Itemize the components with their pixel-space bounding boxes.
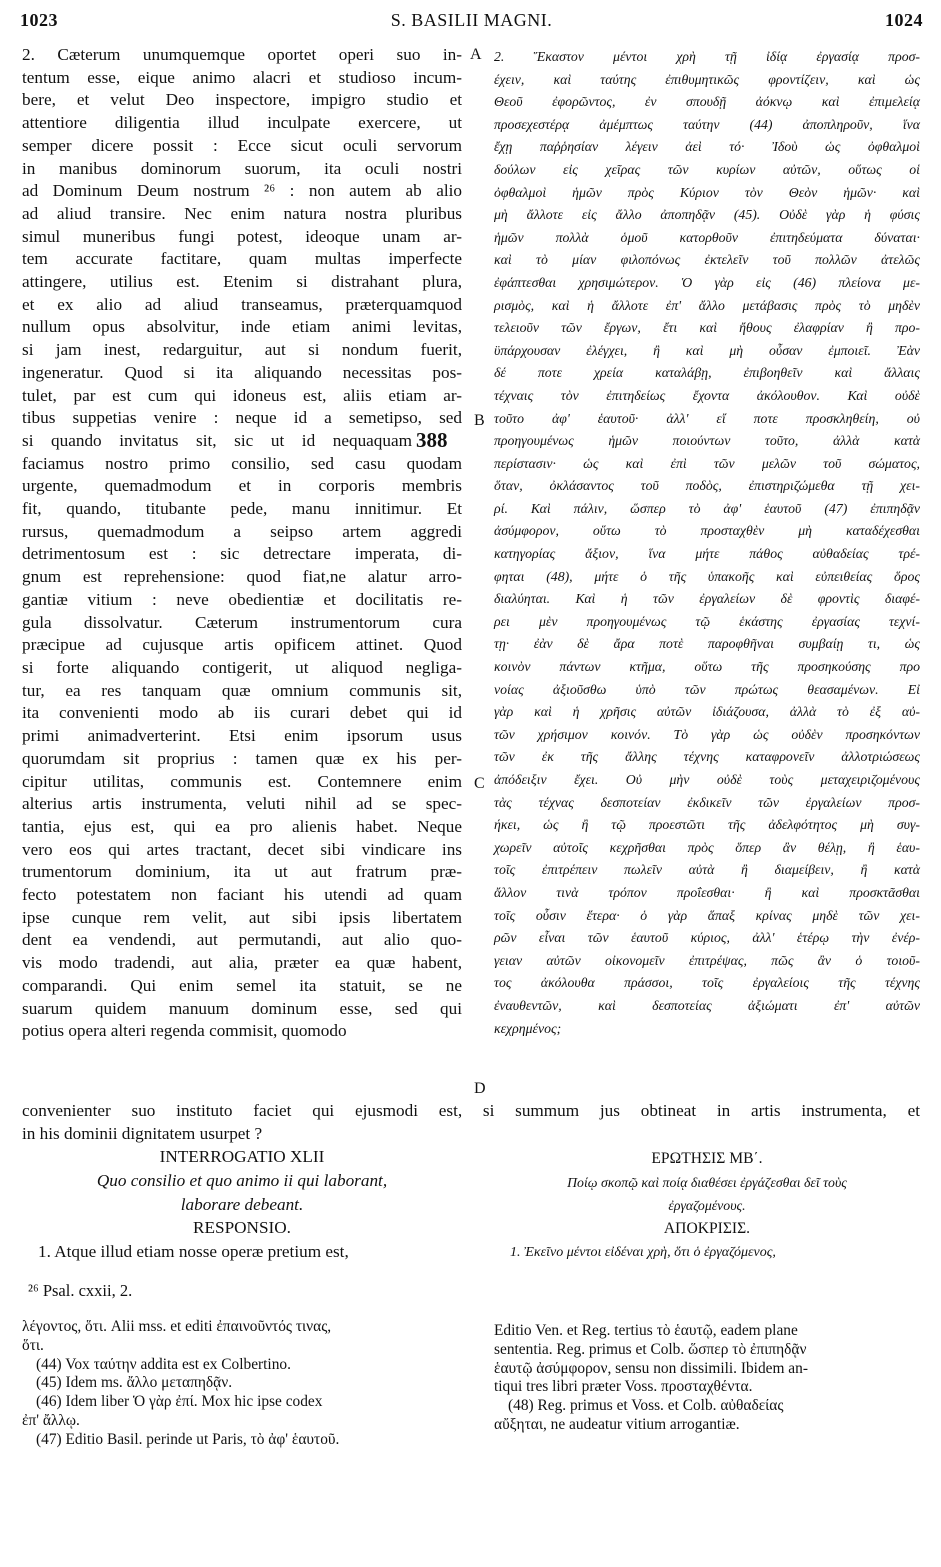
greek-text-line: ἐφάπτεσθαι χρησιμώτερον. Ὁ γὰρ εἰς (46) πλείονα με- [494, 274, 920, 290]
latin-text-line: et ex alio ad aliud transeamus, præterquamquod [22, 294, 462, 314]
latin-text-line: primi animadverterint. Etsi enim ipsorum usus [22, 726, 462, 746]
greek-text-line: τοῦτο ἀφ' ἑαυτοῦ· ἀλλ' εἴ ποτε προσκληθείη, οὐ [494, 410, 920, 426]
greek-column [494, 46, 920, 1040]
latin-text-line: gnum est reprehensione: quod fiat,ne alatur arro- [22, 567, 462, 587]
latin-text-line: tem accurate factitare, quam multas imperfecte [22, 249, 462, 269]
latin-text-line: tantia, ejus est, qui ea pro alienis habet. Neque [22, 816, 462, 836]
page-header [20, 10, 923, 36]
latin-text-line: nullum opus absolvitur, inde etiam animi levitas, [22, 317, 462, 337]
notes-left-column [22, 1318, 472, 1450]
greek-text-line: ὅταν, ὀκλάσαντος τοῦ ποδὸς, ἐπιστηριζώμεθα τῇ χει- [494, 478, 920, 494]
greek-text-line: τῃ· ἐὰν δὲ ἄρα ποτὲ παροφθῆναι συμβαίῃ τι, ὡς [494, 636, 920, 652]
latin-text-line: gula dissolvatur. Cæterum instrumentorum cura [22, 612, 462, 632]
latin-text-line: fit, quando, titubante pede, manu innitimur. Et [22, 499, 462, 519]
greek-text-line: έχειν, καὶ ταύτης ἐπιθυμητικῶς φροντίζειν, καὶ ὡς [494, 71, 920, 87]
interrogatio-question-line-2: laborare debeant. [180, 1195, 304, 1214]
greek-text-line: ρισμὸς, καὶ ἡ ἄλλοτε ἐπ' ἄλλο μετάβασις πρὸς τὸ μηδὲν [494, 297, 920, 313]
greek-text-line: τῶν χρήσιμον κοινόν. Τὸ γὰρ ὡς οὐδὲν προσηκόντων [494, 726, 920, 742]
latin-text-line: suarum quidem manuum dominum esse, sed qui [22, 998, 462, 1018]
critical-note-line: tiqui tres libri præter Voss. προσταχθέντα. [494, 1378, 753, 1396]
latin-text-line: vero eos qui artes tractant, decet sibi vindicare ins [22, 839, 462, 859]
latin-text-line: attentiore diligentia illud inculpate exercere, ut [22, 113, 462, 133]
greek-text-line: τῶν ἐκ τῆς ἄλλης τέχνης καταφρονεῖν ἀλλοτριώσεως [494, 749, 920, 765]
latin-text-line: comparandi. Qui enim semel ita statuit, se ne [22, 975, 462, 995]
latin-text-line: si quando invitatus sit, sic ut id nequaquam [22, 430, 412, 450]
greek-text-line: ἀπόδειξιν ἔχει. Οὐ μὴν οὐδὲ τοὺς μεταχειριζομένους [494, 772, 920, 787]
greek-text-line: κοινὸν πάντων κτῆμα, οὕτω τῆς προσηκούσης προ [494, 659, 920, 675]
interrogatio-question-line-1: Quo consilio et quo animo ii qui laborant, [96, 1171, 388, 1190]
latin-continuation [22, 1100, 920, 1145]
greek-text-line: ρῶν εἶναι τῶν ἑαυτοῦ κύριος, ἀλλ' ἑτέρῳ τὴν ἐνέρ- [494, 930, 920, 946]
latin-text-line: cipitur utilitas, communis est. Contemnere enim [22, 771, 462, 791]
greek-text-line: ἄλλον τινὰ τρόπον προΐεσθαι· ἢ καὶ προσκτᾶσθαι [494, 884, 920, 900]
greek-text-line: προσεχεστέρᾳ ἀμέμπτως ταύτην (44) ἀποπληροῦν, ἵνα [494, 116, 920, 132]
greek-text-line: διαλύηται. Καὶ ἡ τῶν ἐργαλείων δὲ φροντὶς διαφέ- [494, 591, 920, 607]
latin-text-line: ad aliud transire. Nec enim natura nostra pluribus [22, 203, 462, 223]
latin-text-line: rursus, quemadmodum a seipso artem aggredi [22, 521, 462, 541]
critical-note-line: λέγοντος, ὅτι. Alii mss. et editi ἐπαινοῦντός τινας, [22, 1318, 332, 1335]
latin-text-line: ingeneratur. Quod si ita aliquando necessitas pos- [22, 362, 462, 382]
greek-text-line: τος ἀκόλουθα πράσσοι, τοῖς ἐργαλείοις τῆς τέχνης [494, 975, 920, 991]
greek-text-line: περίστασιν· ὡς καὶ ἐπὶ τῶν μελῶν τοῦ σώματος, [494, 455, 920, 471]
greek-text-line: καὶ τὸ μίαν φιλοπόνως ἐκτελεῖν τοῦ πολλῶν ἀτελῶς [494, 252, 920, 268]
margin-page-number: 388 [416, 427, 448, 452]
greek-text-line: τοῖς ἐπιτρέπειν πωλεῖν αὐτὰ ἢ διαμείβειν, ἢ κατὰ [494, 862, 920, 878]
greek-text-line: γειαν αὐτῶν οἰκονομεῖν ἐπιτρέψας, πῶς ἂν ὁ τοιοῦ- [494, 952, 920, 968]
latin-answer-start: 1. Atque illud etiam nosse operæ pretium est, [38, 1242, 349, 1261]
greek-text-line: κατηγορίας ἄξιον, ἵνα μήτε πάθος αὐθαδείας τρέ- [494, 546, 920, 562]
greek-text-line: ὀφθαλμοὶ ἡμῶν πρὸς Κύριον τὸν Θεὸν ἡμῶν· καὶ [494, 184, 920, 200]
critical-note-line: ἐπ' ἄλλῳ. [22, 1411, 80, 1429]
latin-text-line: tibus suppetias venire : neque id a semetipso, sed [22, 408, 462, 428]
greek-text-line: ϋπάρχουσαν ἐλέγχει, ἢ καὶ μὴ οὖσαν ἐμποιεῖ. Ἐὰν [494, 342, 920, 358]
greek-text-line: ρει μὲν προηγουμένως τῷ ἑκάστης ἐργασίας τεχνί- [494, 613, 920, 629]
greek-answer-start: 1. Ἐκεῖνο μέντοι εἰδέναι χρὴ, ὅτι ὁ ἐργαζόμενος, [510, 1245, 776, 1260]
left-page-number: 1023 [20, 10, 58, 30]
latin-text-line: si forte aliquando contigerit, ut aliquod negliga- [22, 657, 462, 677]
latin-text-line: dent ea vendendi, aut permutandi, aut alio quo- [22, 930, 462, 950]
interrogatio-heading: INTERROGATIO XLII [159, 1147, 325, 1166]
latin-continuation-line: in his dominii dignitatem usurpet ? [22, 1123, 263, 1143]
notes-right-column [494, 1322, 922, 1435]
critical-note-line: ἑαυτῷ ἀσύμφορον, sensu non dissimili. Ibidem an- [494, 1359, 808, 1377]
erotesis-question-line-1: Ποίῳ σκοπῷ καὶ ποίᾳ διαθέσει ἐργάζεσθαι δεῖ τοὺς [567, 1175, 847, 1190]
greek-text-line: δέ ποτε χρεία καταλάβῃ, ἐπιβοηθεῖν καὶ ἄλλαις [494, 365, 920, 381]
latin-text-line: tulet, par est cum qui idoneus est, aliis etiam ar- [22, 385, 462, 405]
latin-text-line: potius opera alteri regenda commisit, quomodo [22, 1021, 347, 1041]
greek-text-line: δούλων εἰς χεῖρας τῶν κυρίων αὐτῶν, οὕτως οἱ [494, 161, 920, 177]
column-marker-d: D [474, 1080, 486, 1097]
right-page-number: 1024 [885, 10, 923, 30]
greek-text-line: ἡμῶν πολλὰ ὁμοῦ κατορθοῦν ἐπιτηδεύματα δύναται· [494, 229, 920, 245]
greek-text-line: γὰρ καὶ ἡ χρῆσις αὐτῶν ἰδιάζουσα, ἀλλὰ τὸ ἐξ αὐ- [494, 704, 920, 720]
latin-text-line: faciamus nostro primo consilio, sed casu quodam [22, 453, 462, 473]
latin-text-line: ipse cunque rem velit, aut sibi ipsis libertatem [22, 907, 462, 927]
latin-text-line: quorumdam sit proprius : tamen quæ ex his per- [22, 748, 462, 768]
latin-column [22, 44, 462, 1043]
erotesis-heading: ΕΡΩΤΗΣΙΣ ΜΒ΄. [651, 1150, 763, 1167]
latin-text-line: gantiæ vitium : neve obedientiæ et docilitatis re- [22, 589, 462, 609]
latin-text-line: præcipue ad cujusque artis opificem attinet. Quod [22, 635, 462, 655]
column-marker-a: A [470, 46, 482, 63]
column-marker-c: C [474, 775, 485, 792]
greek-text-line: τὰς τέχνας δεσποτείαν ἐκδικεῖν τῶν ἐργαλείων προσ- [494, 794, 920, 810]
latin-text-line: detrimentosum est : sic detrectare imperata, di- [22, 544, 462, 564]
greek-text-line: φηται (48), μήτε ὁ τῆς ὑπακοῆς καὶ εὐπειθείας ὅρος [494, 568, 920, 584]
latin-text-line: si jam inest, redarguitur, aut si nondum fuerit, [22, 340, 462, 360]
latin-text-line: simul muneribus fungi potest, ideoque unam ar- [22, 226, 462, 246]
latin-text-line: in manibus dominorum suorum, ita oculi nostri [22, 158, 462, 178]
latin-text-line: vis modo tradendi, aut alia, præter ea quæ habent, [22, 953, 462, 973]
latin-text-line: semper dicere possit : Ecce sicut oculi servorum [22, 135, 462, 155]
greek-text-line: 2. Ἕκαστον μέντοι χρὴ τῇ ἰδίᾳ ἐργασίᾳ προσ- [494, 49, 920, 64]
latin-text-line: tur, ea res tanquam quæ omnium communis sit, [22, 680, 462, 700]
critical-note-line: αὔξηται, ne audeatur vitium arrogantiæ. [494, 1415, 740, 1433]
critical-note-line: ὅτι. [22, 1336, 44, 1354]
greek-text-line: ήκει, ὡς ἢ τῷ προεστῶτι τῆς ἀδελφότητος μὴ συγ- [494, 817, 920, 833]
latin-text-line: attingere, utilius est. Etenim si distrahant plura, [22, 272, 462, 292]
greek-text-line: ἔχῃ παῤῥησίαν λέγειν ἀεὶ τό· Ἰδοὺ ὡς ὀφθαλμοὶ [494, 139, 920, 155]
greek-text-line: Θεοῦ ἐφορῶντος, ἐν σπουδῇ ἀόκνῳ καὶ ἐπιμελείᾳ [494, 94, 920, 110]
greek-text-line: ἀσύμφορον, οὕτω τὸ προσταχθὲν μὴ καταδέχεσθαι [494, 523, 920, 539]
critical-note-line: (48) Reg. primus et Voss. et Colb. αὐθαδείας [508, 1397, 784, 1415]
greek-text-line: τέχναις τὸν ἐπιτηδείως ἔχοντα ἀκόλουθον. Καὶ οὐδὲ [494, 387, 920, 403]
latin-text-line: fecto potestatem non faciant his utendi ad quam [22, 885, 462, 905]
latin-text-line: bere, et velut Deo inspectore, impigro studio et [22, 90, 462, 110]
latin-continuation-line: convenienter suo instituto faciet qui ejusmodi est, si summum jus obtineat in artis instrumenta, et [22, 1101, 920, 1120]
apokrisis-heading: ΑΠΟΚΡΙΣΙΣ. [663, 1220, 751, 1237]
latin-text-line: trumentorum dominium, ita ut aut fratrum præ- [22, 862, 462, 882]
latin-text-line: alterius artis instrumenta, veluti nihil ad se spec- [22, 794, 462, 814]
greek-text-line: νοίας ἀξιοῦσθω ὑπὸ τῶν πρώτως θεασαμένων. Εἰ [494, 681, 920, 697]
latin-text-line: 2. Cæterum unumquemque oportet operi suo in- [22, 45, 462, 64]
greek-text-line: κεχρημένος; [494, 1020, 562, 1036]
critical-note-line: (44) Vox ταύτην addita est ex Colbertino. [36, 1355, 291, 1373]
critical-note-line: sententia. Reg. primus et Colb. ὥσπερ τὸ ἐπιπηδᾷν [494, 1340, 807, 1358]
greek-text-line: ἐναυθεντῶν, καὶ δεσποτείας ἀξιώματι ἐπ' αὐτῶν [494, 997, 920, 1013]
running-title: S. BASILII MAGNI. [390, 10, 553, 30]
latin-text-line: ita convenienti modo ab iis curari debet qui id [22, 703, 462, 723]
greek-text-line: μὴ ἄλλοτε εἰς ἄλλο ἀποπηδᾷν (45). Οὐδὲ γὰρ ἡ φύσις [494, 207, 920, 223]
responsio-heading: RESPONSIO. [193, 1218, 291, 1237]
greek-text-line: χωρεῖν αὐτοῖς κεχρῆσθαι πρὸς ὅπερ ἂν θέλῃ, ἢ ἑαυ- [494, 839, 920, 855]
latin-text-line: ad Dominum Deum nostrum ²⁶ : non autem ab alio [22, 181, 462, 201]
critical-note-line: (47) Editio Basil. perinde ut Paris, τὸ ἀφ' ἑαυτοῦ. [36, 1430, 340, 1448]
erotesis-question-line-2: ἐργαζομένους. [668, 1198, 746, 1213]
greek-text-line: τοῖς οὖσιν ἕτερα· ὁ γὰρ ἅπαξ κρίνας μηδὲ τῶν χει- [494, 907, 920, 923]
latin-text-line: tentum esse, eique animo alacri et studioso incum- [22, 67, 462, 87]
greek-text-line: προηγουμένως ἡμῶν ποιούντων τοῦτο, ἀλλὰ κατὰ [494, 433, 920, 449]
critical-note-line: (46) Idem liber Ὁ γὰρ ἐπί. Mox hic ipse codex [36, 1393, 323, 1411]
column-marker-b: B [474, 412, 485, 429]
scripture-footnote: ²⁶ Psal. cxxii, 2. [28, 1281, 133, 1300]
greek-text-line: ρί. Καὶ πάλιν, ὥσπερ τὸ ἀφ' ἑαυτοῦ (47) ἐπιπηδᾷν [494, 500, 920, 516]
latin-text-line: urgente, quemadmodum et in corporis membris [22, 476, 462, 496]
critical-note-line: (45) Idem ms. ἄλλο μεταπηδᾷν. [36, 1374, 233, 1392]
critical-note-line: Editio Ven. et Reg. tertius τὸ ἑαυτῷ, eadem plane [494, 1322, 798, 1339]
greek-text-line: τελειοῦν τῶν ἔργων, ἔτι καὶ ἤθους ἐλαφρίαν ἢ προ- [494, 320, 920, 336]
